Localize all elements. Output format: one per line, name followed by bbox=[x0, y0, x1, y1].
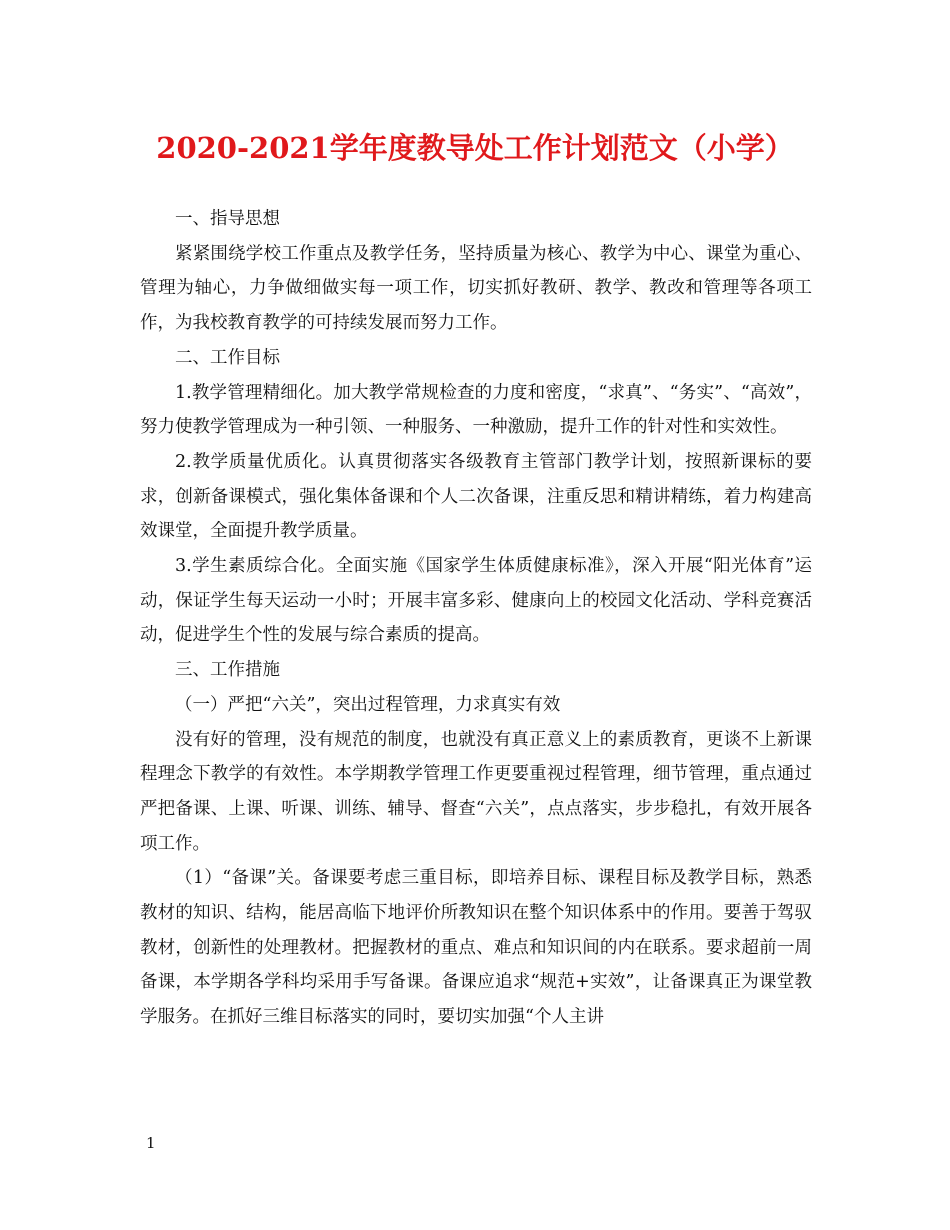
paragraph-goal-3: 3.学生素质综合化。全面实施《国家学生体质健康标准》，深入开展“阳光体育”运动，保证学生每天运动一小时；开展丰富多彩、健康向上的校园文化活动、学科竞赛活动，促进学生个性的发展与综合素质的提高。 bbox=[140, 556, 812, 646]
section-heading-work-measures: 三、工作措施 bbox=[175, 660, 280, 681]
section-heading-guiding-ideology: 一、指导思想 bbox=[175, 209, 280, 229]
paragraph-goal-1: 1.教学管理精细化。加大教学常规检查的力度和密度，“求真”、“务实”、“高效”，努力使教学管理成为一种引领、一种服务、一种激励，提升工作的针对性和实效性。 bbox=[140, 382, 812, 438]
paragraph-goal-2: 2.教学质量优质化。认真贯彻落实各级教育主管部门教学计划，按照新课标的要求，创新备课模式，强化集体备课和个人二次备课，注重反思和精讲精练，着力构建高效课堂，全面提升教学质量。 bbox=[140, 451, 812, 542]
page-number: 1 bbox=[146, 1134, 156, 1152]
document-body bbox=[140, 202, 812, 1035]
subsection-heading-six-checkpoints: （一）严把“六关”，突出过程管理，力求真实有效 bbox=[175, 694, 561, 715]
paragraph-management: 没有好的管理，没有规范的制度，也就没有真正意义上的素质教育，更谈不上新课程理念下教学的有效性。本学期教学管理工作更要重视过程管理，细节管理，重点通过严把备课、上课、听课、训练、辅导、督查“六关”，点点落实，步步稳扎，有效开展各项工作。 bbox=[140, 729, 812, 854]
paragraph-guiding-ideology: 紧紧围绕学校工作重点及教学任务，坚持质量为核心、教学为中心、课堂为重心、管理为轴心，力争做细做实每一项工作，切实抓好教研、教学、教改和管理等各项工作，为我校教育教学的可持续发展而努力工作。 bbox=[140, 243, 812, 334]
paragraph-lesson-preparation: （1）“备课”关。备课要考虑三重目标，即培养目标、课程目标及教学目标，熟悉教材的知识、结构，能居高临下地评价所教知识在整个知识体系中的作用。要善于驾驭教材，创新性的处理教材。把握教材的重点、难点和知识间的内在联系。要求超前一周备课，本学期各学科均采用手写备课。备课应追求“规范+实效”，让备课真正为课堂教学服务。在抓好三维目标落实的同时，要切实加强“个人主讲 bbox=[140, 868, 812, 1028]
section-heading-work-goals: 二、工作目标 bbox=[175, 347, 280, 368]
document-title: 2020-2021学年度教导处工作计划范文（小学） bbox=[156, 131, 794, 165]
